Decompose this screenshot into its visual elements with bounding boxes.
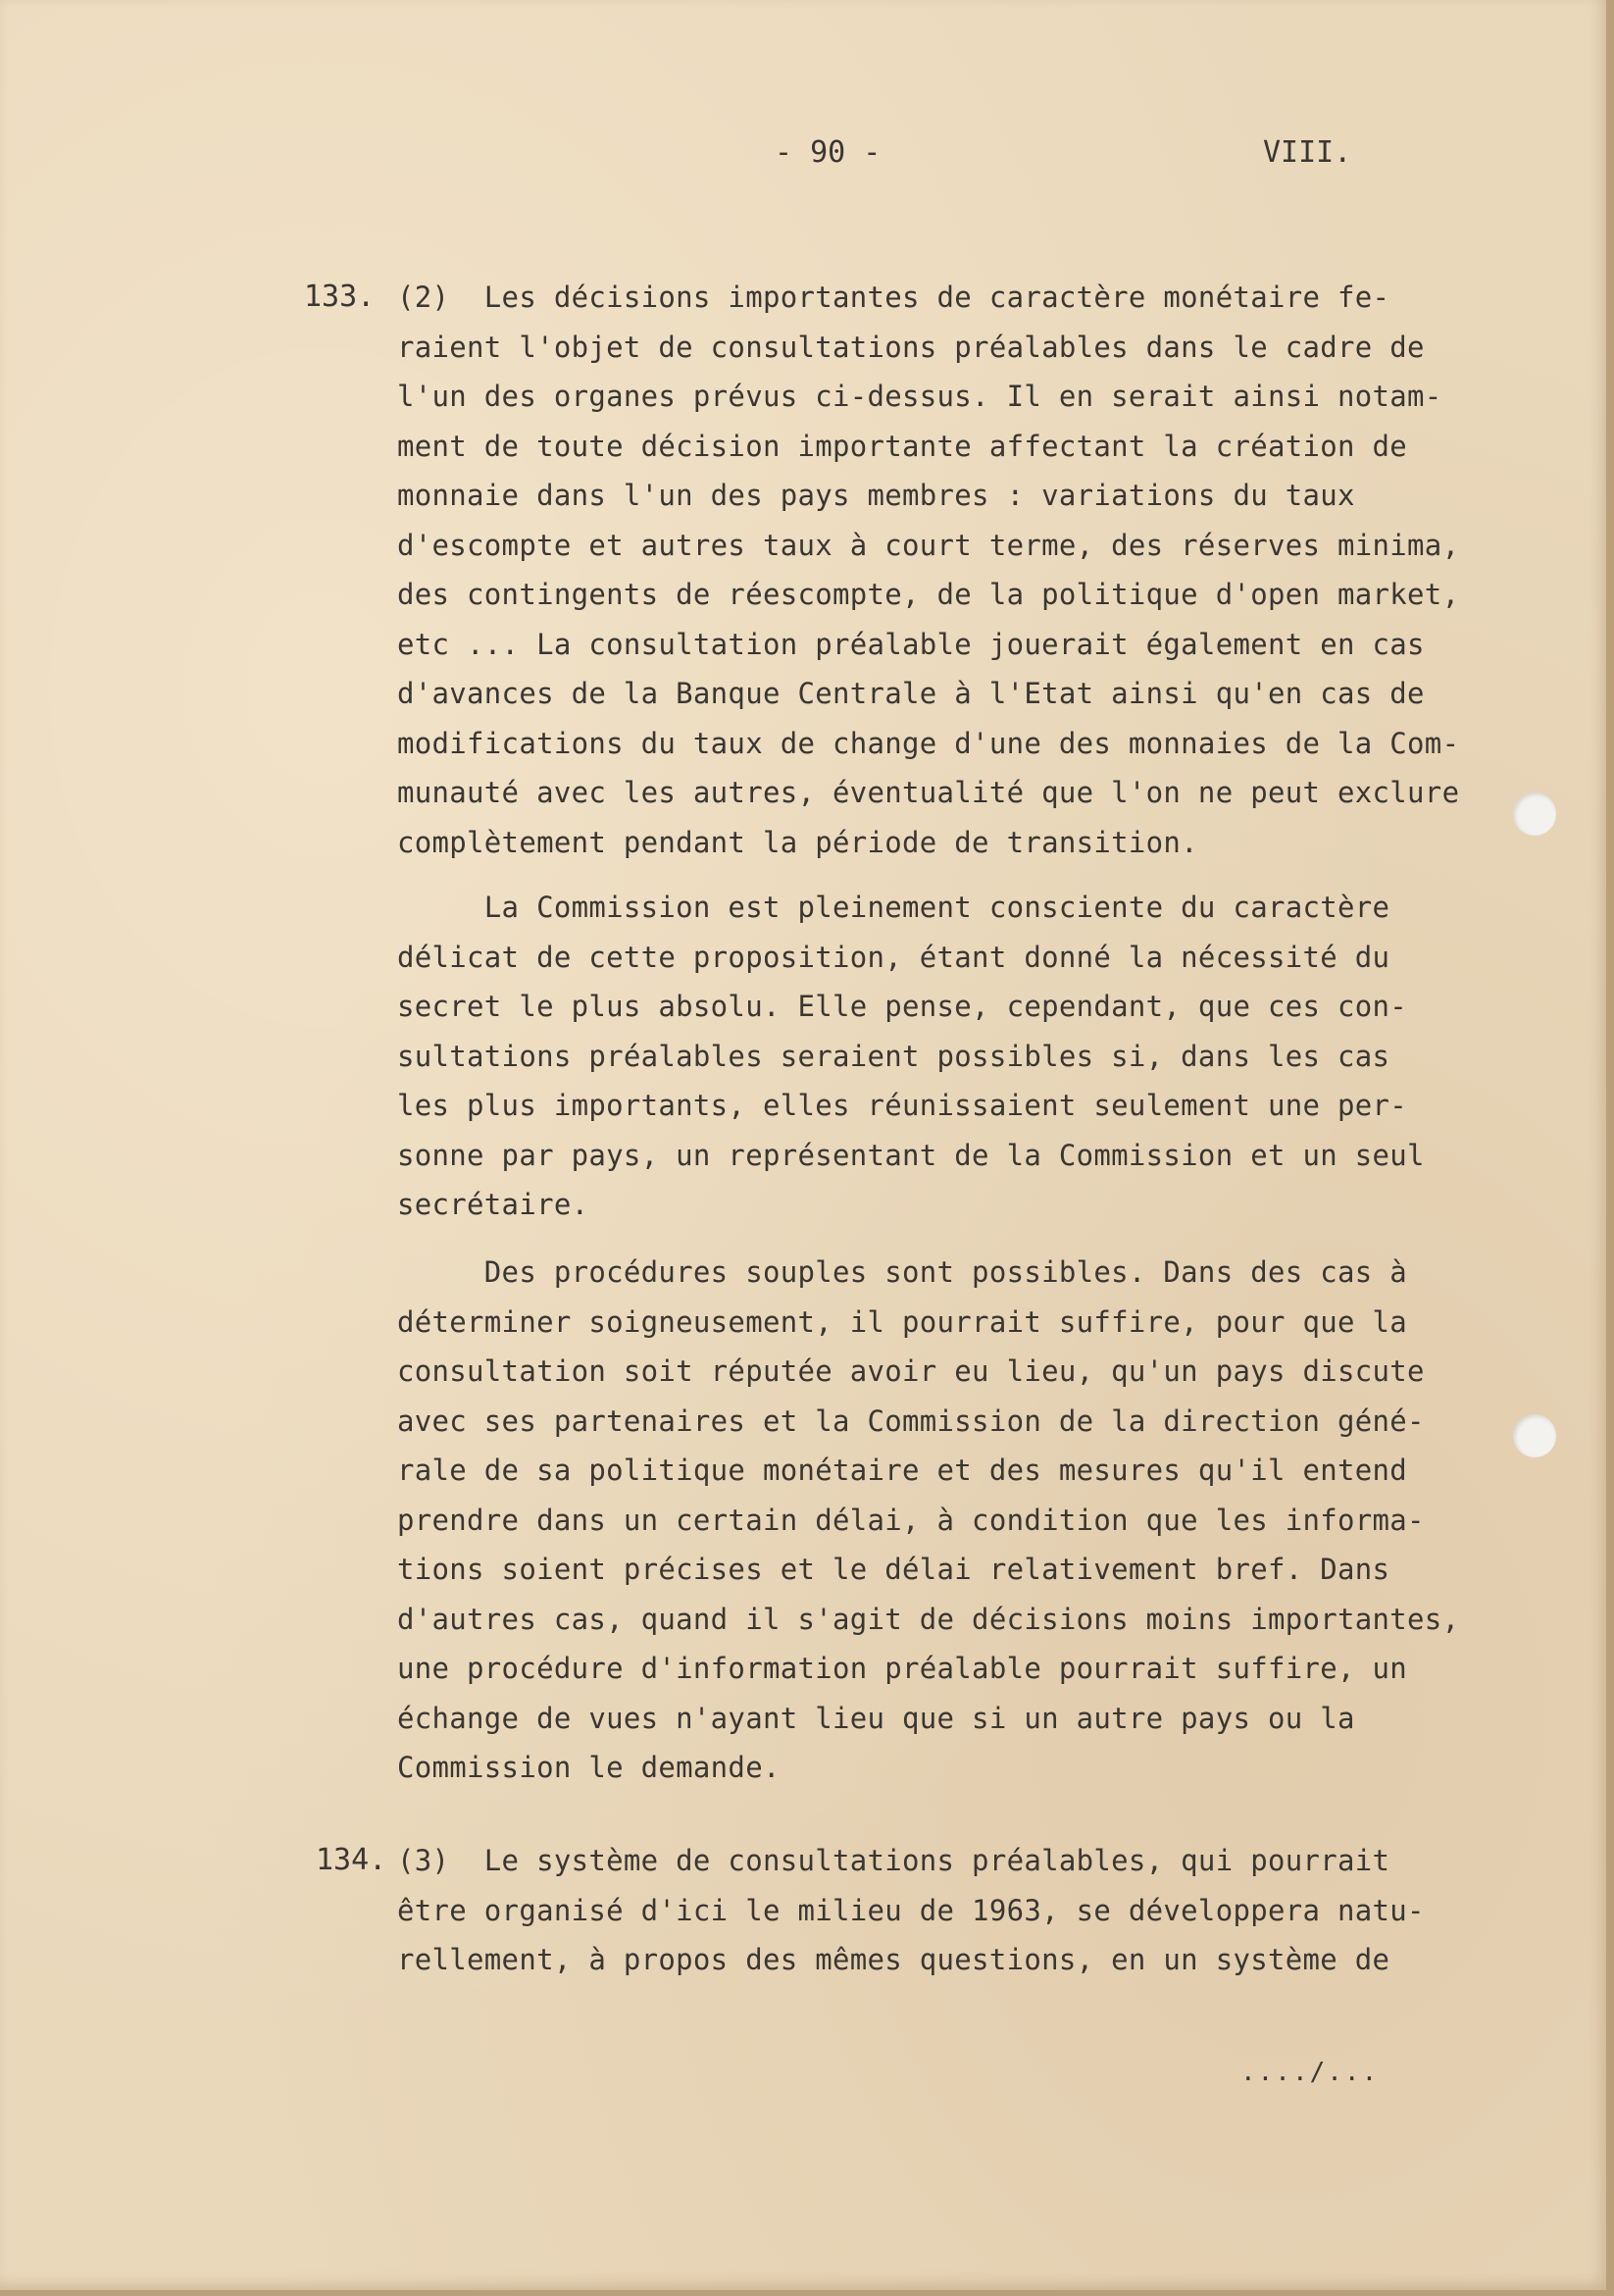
- punch-hole: [1513, 792, 1556, 836]
- text-line: délicat de cette proposition, étant donné la nécessité du: [397, 940, 1390, 974]
- page-header: [0, 135, 1608, 175]
- paragraph-procedures: [397, 1248, 1466, 1793]
- text-line: rellement, à propos des mêmes questions, en un système de: [397, 1943, 1390, 1976]
- text-line: les plus importants, elles réunissaient seulement une per-: [397, 1089, 1408, 1122]
- text-line: avec ses partenaires et la Commission de la direction géné-: [397, 1403, 1425, 1438]
- text-line: consultation soit réputée avoir eu lieu, qu'un pays discute: [397, 1354, 1425, 1388]
- text-line: déterminer soigneusement, il pourrait suffire, pour que la: [397, 1304, 1408, 1339]
- paragraph-134: [397, 1836, 1466, 1985]
- text-line: d'avances de la Banque Centrale à l'Etat ainsi qu'en cas de: [397, 677, 1425, 710]
- page-number: - 90 -: [775, 135, 882, 170]
- text-line: des contingents de réescompte, de la politique d'open market,: [397, 578, 1460, 611]
- text-line: etc ... La consultation préalable jouerait également en cas: [397, 627, 1425, 661]
- text-line: sultations préalables seraient possibles si, dans les cas: [397, 1039, 1390, 1073]
- text-line: complètement pendant la période de transition.: [397, 825, 1198, 859]
- text-line: d'autres cas, quand il s'agit de décisions moins importantes,: [397, 1602, 1460, 1636]
- text-line: une procédure d'information préalable pourrait suffire, un: [397, 1652, 1408, 1685]
- text-line: ment de toute décision importante affectant la création de: [397, 429, 1408, 463]
- text-line: (3) Le système de consultations préalables, qui pourrait: [397, 1844, 1390, 1877]
- text-line: raient l'objet de consultations préalables dans le cadre de: [397, 330, 1425, 364]
- page-edge: [0, 2290, 1614, 2296]
- text-line: munauté avec les autres, éventualité que l'on ne peut exclure: [397, 776, 1460, 809]
- text-line: d'escompte et autres taux à court terme, des réserves minima,: [397, 528, 1460, 562]
- text-line: secret le plus absolu. Elle pense, cependant, que ces con-: [397, 990, 1408, 1023]
- text-line: monnaie dans l'un des pays membres : variations du taux: [397, 479, 1355, 512]
- text-line: sonne par pays, un représentant de la Commission et un seul: [397, 1138, 1425, 1172]
- punch-hole: [1513, 1414, 1556, 1457]
- paragraph-number-134: 134.: [316, 1843, 387, 1877]
- paragraph-commission: [397, 883, 1466, 1230]
- continuation-mark: ..../...: [1240, 2058, 1380, 2087]
- text-line: tions soient précises et le délai relativement bref. Dans: [397, 1553, 1390, 1586]
- text-line: secrétaire.: [397, 1188, 589, 1221]
- text-line: l'un des organes prévus ci-dessus. Il en serait ainsi notam-: [397, 380, 1442, 413]
- text-line: échange de vues n'ayant lieu que si un autre pays ou la: [397, 1701, 1355, 1735]
- text-line: être organisé d'ici le milieu de 1963, se développera natu-: [397, 1893, 1425, 1927]
- text-line: prendre dans un certain délai, à condition que les informa-: [397, 1503, 1425, 1537]
- section-number: VIII.: [1263, 135, 1352, 170]
- text-line: modifications du taux de change d'une des monnaies de la Com-: [397, 726, 1460, 760]
- text-line: (2) Les décisions importantes de caractère monétaire fe-: [397, 281, 1390, 314]
- text-line: La Commission est pleinement consciente du caractère: [397, 891, 1390, 924]
- text-line: rale de sa politique monétaire et des mesures qu'il entend: [397, 1454, 1408, 1487]
- text-line: Commission le demande.: [397, 1751, 781, 1784]
- text-line: Des procédures souples sont possibles. Dans des cas à: [397, 1255, 1408, 1289]
- page-edge: [1606, 0, 1614, 2296]
- paragraph-number-133: 133.: [304, 280, 376, 314]
- paragraph-133: [397, 273, 1466, 867]
